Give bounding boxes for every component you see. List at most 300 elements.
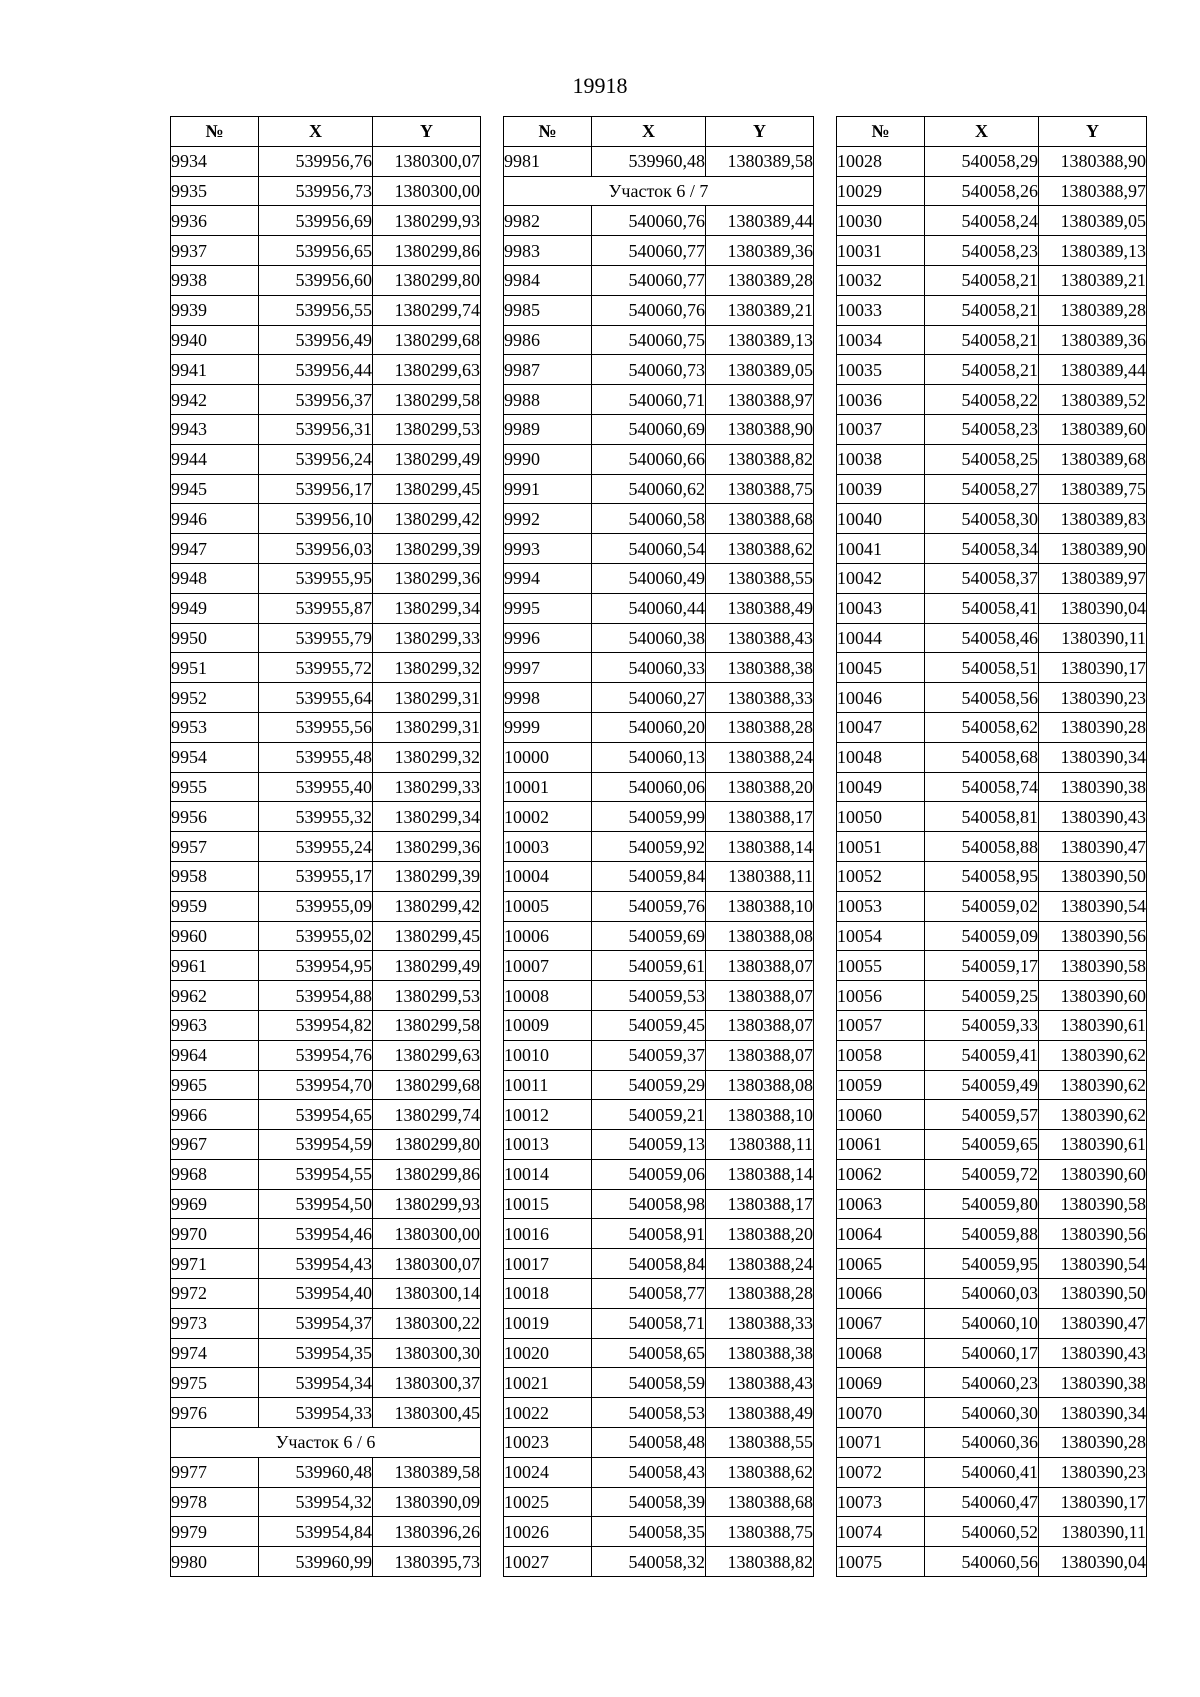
y-coordinate: 1380390,43 bbox=[1039, 1338, 1147, 1368]
point-number: 9936 bbox=[171, 206, 259, 236]
table-row bbox=[504, 802, 814, 832]
x-coordinate: 540060,54 bbox=[592, 534, 706, 564]
point-number: 9983 bbox=[504, 236, 592, 266]
x-coordinate: 539954,46 bbox=[259, 1219, 373, 1249]
x-coordinate: 540058,48 bbox=[592, 1428, 706, 1458]
y-coordinate: 1380299,36 bbox=[373, 563, 481, 593]
table-row bbox=[504, 444, 814, 474]
x-coordinate: 540058,74 bbox=[925, 772, 1039, 802]
y-coordinate: 1380388,90 bbox=[1039, 146, 1147, 176]
table-row bbox=[504, 385, 814, 415]
table-row bbox=[171, 1517, 481, 1547]
point-number: 10063 bbox=[837, 1189, 925, 1219]
point-number: 10041 bbox=[837, 534, 925, 564]
x-coordinate: 540059,21 bbox=[592, 1100, 706, 1130]
table-row bbox=[837, 385, 1147, 415]
point-number: 9984 bbox=[504, 265, 592, 295]
table-row bbox=[171, 1249, 481, 1279]
y-coordinate: 1380299,45 bbox=[373, 921, 481, 951]
x-coordinate: 539956,60 bbox=[259, 265, 373, 295]
x-coordinate: 540058,30 bbox=[925, 504, 1039, 534]
table-row bbox=[171, 146, 481, 176]
x-coordinate: 540060,77 bbox=[592, 236, 706, 266]
x-coordinate: 540060,03 bbox=[925, 1279, 1039, 1309]
x-coordinate: 539955,72 bbox=[259, 653, 373, 683]
section-row bbox=[171, 1428, 481, 1458]
table-row bbox=[837, 474, 1147, 504]
y-coordinate: 1380388,14 bbox=[706, 832, 814, 862]
y-coordinate: 1380388,24 bbox=[706, 1249, 814, 1279]
x-coordinate: 539960,48 bbox=[592, 146, 706, 176]
x-coordinate: 540060,38 bbox=[592, 623, 706, 653]
x-coordinate: 540059,29 bbox=[592, 1070, 706, 1100]
y-coordinate: 1380390,11 bbox=[1039, 623, 1147, 653]
table-row bbox=[837, 1219, 1147, 1249]
table-row bbox=[504, 206, 814, 236]
x-coordinate: 540058,37 bbox=[925, 563, 1039, 593]
y-coordinate: 1380388,07 bbox=[706, 1040, 814, 1070]
x-coordinate: 540058,21 bbox=[925, 325, 1039, 355]
table-row bbox=[171, 1219, 481, 1249]
y-coordinate: 1380388,33 bbox=[706, 683, 814, 713]
point-number: 10032 bbox=[837, 265, 925, 295]
table-row bbox=[171, 1338, 481, 1368]
y-coordinate: 1380389,21 bbox=[706, 295, 814, 325]
point-number: 10049 bbox=[837, 772, 925, 802]
point-number: 9994 bbox=[504, 563, 592, 593]
x-coordinate: 540059,41 bbox=[925, 1040, 1039, 1070]
x-coordinate: 540059,80 bbox=[925, 1189, 1039, 1219]
y-coordinate: 1380299,53 bbox=[373, 414, 481, 444]
table-row bbox=[504, 534, 814, 564]
x-coordinate: 539955,32 bbox=[259, 802, 373, 832]
point-number: 10075 bbox=[837, 1547, 925, 1577]
table-row bbox=[837, 1517, 1147, 1547]
point-number: 10035 bbox=[837, 355, 925, 385]
point-number: 10046 bbox=[837, 683, 925, 713]
table-row bbox=[171, 325, 481, 355]
y-coordinate: 1380388,49 bbox=[706, 593, 814, 623]
y-coordinate: 1380388,10 bbox=[706, 1100, 814, 1130]
header-y: Y bbox=[1039, 117, 1147, 147]
table-row bbox=[504, 146, 814, 176]
y-coordinate: 1380300,07 bbox=[373, 146, 481, 176]
table-row bbox=[837, 921, 1147, 951]
point-number: 10056 bbox=[837, 981, 925, 1011]
table-row bbox=[837, 1130, 1147, 1160]
x-coordinate: 540058,65 bbox=[592, 1338, 706, 1368]
x-coordinate: 540059,49 bbox=[925, 1070, 1039, 1100]
x-coordinate: 540059,99 bbox=[592, 802, 706, 832]
table-row bbox=[171, 1398, 481, 1428]
table-row bbox=[504, 683, 814, 713]
point-number: 10053 bbox=[837, 891, 925, 921]
table-row bbox=[171, 1070, 481, 1100]
y-coordinate: 1380299,34 bbox=[373, 593, 481, 623]
y-coordinate: 1380388,62 bbox=[706, 1457, 814, 1487]
x-coordinate: 540060,41 bbox=[925, 1457, 1039, 1487]
point-number: 9937 bbox=[171, 236, 259, 266]
table-row bbox=[171, 504, 481, 534]
y-coordinate: 1380390,62 bbox=[1039, 1070, 1147, 1100]
point-number: 9954 bbox=[171, 742, 259, 772]
table-row bbox=[504, 593, 814, 623]
table-row bbox=[171, 385, 481, 415]
table-row bbox=[504, 504, 814, 534]
y-coordinate: 1380390,38 bbox=[1039, 1368, 1147, 1398]
y-coordinate: 1380299,58 bbox=[373, 385, 481, 415]
y-coordinate: 1380388,20 bbox=[706, 772, 814, 802]
point-number: 9944 bbox=[171, 444, 259, 474]
y-coordinate: 1380388,24 bbox=[706, 742, 814, 772]
point-number: 10059 bbox=[837, 1070, 925, 1100]
x-coordinate: 540060,36 bbox=[925, 1428, 1039, 1458]
y-coordinate: 1380389,44 bbox=[1039, 355, 1147, 385]
table-row bbox=[171, 236, 481, 266]
point-number: 10073 bbox=[837, 1487, 925, 1517]
y-coordinate: 1380390,56 bbox=[1039, 921, 1147, 951]
x-coordinate: 540058,26 bbox=[925, 176, 1039, 206]
table-row bbox=[171, 653, 481, 683]
point-number: 9981 bbox=[504, 146, 592, 176]
x-coordinate: 540058,51 bbox=[925, 653, 1039, 683]
x-coordinate: 540058,27 bbox=[925, 474, 1039, 504]
y-coordinate: 1380390,11 bbox=[1039, 1517, 1147, 1547]
table-row bbox=[171, 444, 481, 474]
point-number: 10039 bbox=[837, 474, 925, 504]
y-coordinate: 1380389,21 bbox=[1039, 265, 1147, 295]
y-coordinate: 1380388,38 bbox=[706, 1338, 814, 1368]
x-coordinate: 539956,49 bbox=[259, 325, 373, 355]
y-coordinate: 1380390,50 bbox=[1039, 1279, 1147, 1309]
x-coordinate: 540059,61 bbox=[592, 951, 706, 981]
point-number: 10001 bbox=[504, 772, 592, 802]
x-coordinate: 540058,53 bbox=[592, 1398, 706, 1428]
point-number: 9999 bbox=[504, 712, 592, 742]
table-row bbox=[504, 861, 814, 891]
y-coordinate: 1380299,39 bbox=[373, 861, 481, 891]
x-coordinate: 540059,69 bbox=[592, 921, 706, 951]
point-number: 9979 bbox=[171, 1517, 259, 1547]
point-number: 10016 bbox=[504, 1219, 592, 1249]
x-coordinate: 540059,92 bbox=[592, 832, 706, 862]
y-coordinate: 1380390,17 bbox=[1039, 1487, 1147, 1517]
point-number: 9959 bbox=[171, 891, 259, 921]
point-number: 10005 bbox=[504, 891, 592, 921]
point-number: 9969 bbox=[171, 1189, 259, 1219]
x-coordinate: 540059,13 bbox=[592, 1130, 706, 1160]
x-coordinate: 540060,73 bbox=[592, 355, 706, 385]
x-coordinate: 539955,40 bbox=[259, 772, 373, 802]
point-number: 10002 bbox=[504, 802, 592, 832]
y-coordinate: 1380299,80 bbox=[373, 265, 481, 295]
table-row bbox=[837, 683, 1147, 713]
coordinates-table-1 bbox=[170, 116, 481, 1577]
y-coordinate: 1380388,43 bbox=[706, 623, 814, 653]
y-coordinate: 1380390,50 bbox=[1039, 861, 1147, 891]
table-row bbox=[171, 742, 481, 772]
x-coordinate: 540060,10 bbox=[925, 1308, 1039, 1338]
x-coordinate: 540060,23 bbox=[925, 1368, 1039, 1398]
x-coordinate: 540058,71 bbox=[592, 1308, 706, 1338]
y-coordinate: 1380388,14 bbox=[706, 1159, 814, 1189]
point-number: 10028 bbox=[837, 146, 925, 176]
table-row bbox=[504, 653, 814, 683]
point-number: 10008 bbox=[504, 981, 592, 1011]
table-row bbox=[171, 1487, 481, 1517]
table-row bbox=[837, 1249, 1147, 1279]
x-coordinate: 540058,39 bbox=[592, 1487, 706, 1517]
table-row bbox=[504, 325, 814, 355]
x-coordinate: 540058,62 bbox=[925, 712, 1039, 742]
y-coordinate: 1380389,52 bbox=[1039, 385, 1147, 415]
table-row bbox=[837, 563, 1147, 593]
x-coordinate: 540060,75 bbox=[592, 325, 706, 355]
point-number: 9965 bbox=[171, 1070, 259, 1100]
point-number: 10006 bbox=[504, 921, 592, 951]
point-number: 9977 bbox=[171, 1457, 259, 1487]
point-number: 9963 bbox=[171, 1010, 259, 1040]
x-coordinate: 540060,58 bbox=[592, 504, 706, 534]
x-coordinate: 539956,10 bbox=[259, 504, 373, 534]
table-row bbox=[504, 623, 814, 653]
point-number: 9967 bbox=[171, 1130, 259, 1160]
x-coordinate: 540060,20 bbox=[592, 712, 706, 742]
point-number: 9990 bbox=[504, 444, 592, 474]
x-coordinate: 540059,65 bbox=[925, 1130, 1039, 1160]
y-coordinate: 1380300,14 bbox=[373, 1279, 481, 1309]
y-coordinate: 1380390,23 bbox=[1039, 683, 1147, 713]
y-coordinate: 1380299,68 bbox=[373, 1070, 481, 1100]
y-coordinate: 1380390,62 bbox=[1039, 1100, 1147, 1130]
table-row bbox=[504, 1010, 814, 1040]
table-row bbox=[504, 1308, 814, 1338]
x-coordinate: 540058,59 bbox=[592, 1368, 706, 1398]
y-coordinate: 1380299,45 bbox=[373, 474, 481, 504]
y-coordinate: 1380390,34 bbox=[1039, 742, 1147, 772]
x-coordinate: 540058,21 bbox=[925, 355, 1039, 385]
point-number: 9995 bbox=[504, 593, 592, 623]
table-row bbox=[171, 414, 481, 444]
coordinates-table-3 bbox=[836, 116, 1147, 1577]
x-coordinate: 540060,76 bbox=[592, 206, 706, 236]
table-row bbox=[837, 593, 1147, 623]
y-coordinate: 1380389,05 bbox=[1039, 206, 1147, 236]
point-number: 10025 bbox=[504, 1487, 592, 1517]
table-row bbox=[504, 772, 814, 802]
x-coordinate: 540060,13 bbox=[592, 742, 706, 772]
y-coordinate: 1380390,23 bbox=[1039, 1457, 1147, 1487]
point-number: 10040 bbox=[837, 504, 925, 534]
y-coordinate: 1380299,74 bbox=[373, 295, 481, 325]
point-number: 9971 bbox=[171, 1249, 259, 1279]
x-coordinate: 540059,02 bbox=[925, 891, 1039, 921]
table-row bbox=[837, 1279, 1147, 1309]
y-coordinate: 1380389,13 bbox=[706, 325, 814, 355]
x-coordinate: 539954,70 bbox=[259, 1070, 373, 1100]
x-coordinate: 539955,48 bbox=[259, 742, 373, 772]
y-coordinate: 1380390,28 bbox=[1039, 1428, 1147, 1458]
table-row bbox=[171, 1457, 481, 1487]
y-coordinate: 1380388,28 bbox=[706, 712, 814, 742]
y-coordinate: 1380389,83 bbox=[1039, 504, 1147, 534]
y-coordinate: 1380300,37 bbox=[373, 1368, 481, 1398]
point-number: 9961 bbox=[171, 951, 259, 981]
section-label: Участок 6 / 7 bbox=[504, 176, 814, 206]
x-coordinate: 540059,53 bbox=[592, 981, 706, 1011]
table-row bbox=[837, 1368, 1147, 1398]
y-coordinate: 1380389,13 bbox=[1039, 236, 1147, 266]
table-row bbox=[171, 712, 481, 742]
table-row bbox=[171, 1010, 481, 1040]
table-row bbox=[504, 1398, 814, 1428]
y-coordinate: 1380299,42 bbox=[373, 891, 481, 921]
point-number: 10051 bbox=[837, 832, 925, 862]
point-number: 10037 bbox=[837, 414, 925, 444]
table-row bbox=[837, 623, 1147, 653]
point-number: 10014 bbox=[504, 1159, 592, 1189]
table-row bbox=[504, 1159, 814, 1189]
point-number: 9953 bbox=[171, 712, 259, 742]
header-y: Y bbox=[373, 117, 481, 147]
y-coordinate: 1380299,68 bbox=[373, 325, 481, 355]
point-number: 9934 bbox=[171, 146, 259, 176]
y-coordinate: 1380390,38 bbox=[1039, 772, 1147, 802]
table-row bbox=[171, 474, 481, 504]
table-row bbox=[504, 1070, 814, 1100]
table-row bbox=[837, 504, 1147, 534]
table-row bbox=[171, 1159, 481, 1189]
point-number: 10060 bbox=[837, 1100, 925, 1130]
y-coordinate: 1380388,55 bbox=[706, 1428, 814, 1458]
point-number: 10054 bbox=[837, 921, 925, 951]
point-number: 10044 bbox=[837, 623, 925, 653]
x-coordinate: 540058,88 bbox=[925, 832, 1039, 862]
x-coordinate: 540059,37 bbox=[592, 1040, 706, 1070]
y-coordinate: 1380388,38 bbox=[706, 653, 814, 683]
x-coordinate: 540058,35 bbox=[592, 1517, 706, 1547]
x-coordinate: 540058,23 bbox=[925, 236, 1039, 266]
x-coordinate: 539954,95 bbox=[259, 951, 373, 981]
y-coordinate: 1380390,43 bbox=[1039, 802, 1147, 832]
point-number: 9962 bbox=[171, 981, 259, 1011]
point-number: 9941 bbox=[171, 355, 259, 385]
table-row bbox=[504, 1189, 814, 1219]
y-coordinate: 1380299,93 bbox=[373, 206, 481, 236]
point-number: 9948 bbox=[171, 563, 259, 593]
point-number: 9968 bbox=[171, 1159, 259, 1189]
point-number: 9973 bbox=[171, 1308, 259, 1338]
y-coordinate: 1380389,60 bbox=[1039, 414, 1147, 444]
table-row bbox=[504, 1249, 814, 1279]
x-coordinate: 539955,95 bbox=[259, 563, 373, 593]
table-row bbox=[837, 1010, 1147, 1040]
x-coordinate: 540058,98 bbox=[592, 1189, 706, 1219]
y-coordinate: 1380390,54 bbox=[1039, 1249, 1147, 1279]
x-coordinate: 540059,57 bbox=[925, 1100, 1039, 1130]
table-row bbox=[504, 1487, 814, 1517]
point-number: 10033 bbox=[837, 295, 925, 325]
x-coordinate: 540060,47 bbox=[925, 1487, 1039, 1517]
table-row bbox=[837, 981, 1147, 1011]
x-coordinate: 540059,84 bbox=[592, 861, 706, 891]
table-row bbox=[837, 295, 1147, 325]
x-coordinate: 540058,22 bbox=[925, 385, 1039, 415]
point-number: 9989 bbox=[504, 414, 592, 444]
x-coordinate: 539954,43 bbox=[259, 1249, 373, 1279]
point-number: 9978 bbox=[171, 1487, 259, 1517]
y-coordinate: 1380389,05 bbox=[706, 355, 814, 385]
point-number: 9970 bbox=[171, 1219, 259, 1249]
page-number: 19918 bbox=[572, 73, 628, 98]
x-coordinate: 540058,68 bbox=[925, 742, 1039, 772]
point-number: 10050 bbox=[837, 802, 925, 832]
x-coordinate: 540058,21 bbox=[925, 265, 1039, 295]
y-coordinate: 1380299,32 bbox=[373, 742, 481, 772]
table-row bbox=[837, 742, 1147, 772]
x-coordinate: 540059,45 bbox=[592, 1010, 706, 1040]
x-coordinate: 540059,76 bbox=[592, 891, 706, 921]
point-number: 9986 bbox=[504, 325, 592, 355]
point-number: 10062 bbox=[837, 1159, 925, 1189]
coordinates-table-2 bbox=[503, 116, 814, 1577]
x-coordinate: 540058,46 bbox=[925, 623, 1039, 653]
y-coordinate: 1380299,31 bbox=[373, 683, 481, 713]
y-coordinate: 1380390,58 bbox=[1039, 951, 1147, 981]
x-coordinate: 540058,25 bbox=[925, 444, 1039, 474]
y-coordinate: 1380299,80 bbox=[373, 1130, 481, 1160]
y-coordinate: 1380390,47 bbox=[1039, 1308, 1147, 1338]
table-row bbox=[504, 1100, 814, 1130]
table-row bbox=[504, 1219, 814, 1249]
header-number: № bbox=[504, 117, 592, 147]
table-row bbox=[171, 1189, 481, 1219]
y-coordinate: 1380390,17 bbox=[1039, 653, 1147, 683]
x-coordinate: 539955,17 bbox=[259, 861, 373, 891]
point-number: 9975 bbox=[171, 1368, 259, 1398]
table-row bbox=[837, 1457, 1147, 1487]
y-coordinate: 1380300,07 bbox=[373, 1249, 481, 1279]
y-coordinate: 1380299,86 bbox=[373, 1159, 481, 1189]
y-coordinate: 1380389,97 bbox=[1039, 563, 1147, 593]
y-coordinate: 1380299,49 bbox=[373, 444, 481, 474]
y-coordinate: 1380390,58 bbox=[1039, 1189, 1147, 1219]
table-row bbox=[837, 146, 1147, 176]
y-coordinate: 1380388,11 bbox=[706, 1130, 814, 1160]
point-number: 10052 bbox=[837, 861, 925, 891]
x-coordinate: 539956,73 bbox=[259, 176, 373, 206]
y-coordinate: 1380390,04 bbox=[1039, 593, 1147, 623]
y-coordinate: 1380300,45 bbox=[373, 1398, 481, 1428]
y-coordinate: 1380389,68 bbox=[1039, 444, 1147, 474]
point-number: 10018 bbox=[504, 1279, 592, 1309]
point-number: 9997 bbox=[504, 653, 592, 683]
table-row bbox=[171, 921, 481, 951]
y-coordinate: 1380395,73 bbox=[373, 1547, 481, 1577]
point-number: 9980 bbox=[171, 1547, 259, 1577]
table-row bbox=[837, 265, 1147, 295]
x-coordinate: 539954,65 bbox=[259, 1100, 373, 1130]
header-number: № bbox=[171, 117, 259, 147]
table-row bbox=[837, 1159, 1147, 1189]
point-number: 9976 bbox=[171, 1398, 259, 1428]
table-row bbox=[837, 414, 1147, 444]
point-number: 10061 bbox=[837, 1130, 925, 1160]
x-coordinate: 539956,76 bbox=[259, 146, 373, 176]
x-coordinate: 540058,56 bbox=[925, 683, 1039, 713]
x-coordinate: 539954,76 bbox=[259, 1040, 373, 1070]
y-coordinate: 1380388,90 bbox=[706, 414, 814, 444]
